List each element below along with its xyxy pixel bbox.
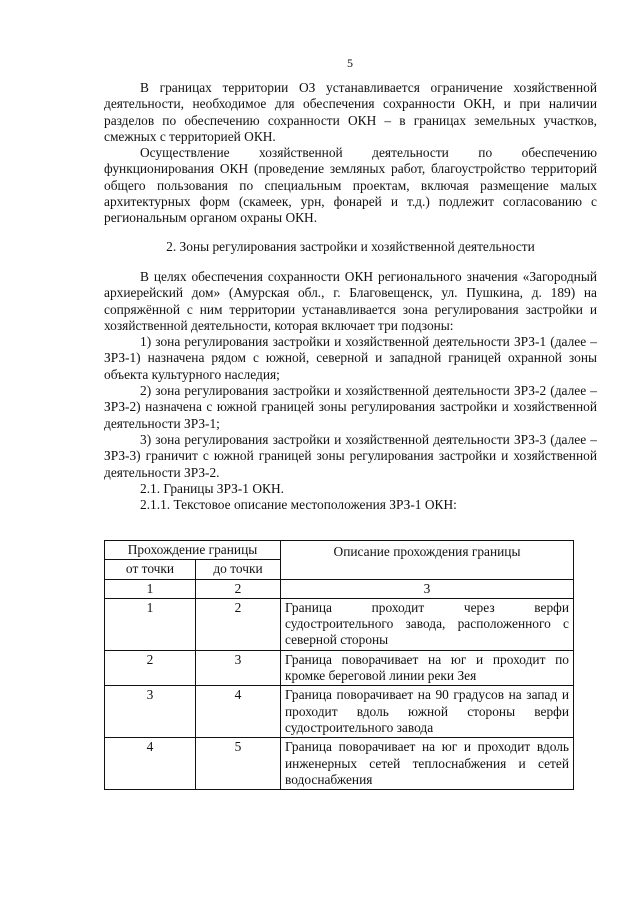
paragraph-zrz-intro: В целях обеспечения сохранности ОКН регионального значения «Загородный архиерейский дом» (Амурская обл., г. Благовещенск, ул. Пушкина, д. 189) на сопряжённой с ним территории устанавливается зона регулирования застройки и хозяйственной деятельности, которая включает три подзоны:	[104, 268, 597, 333]
cell-to: 4	[196, 686, 281, 738]
cell-from: 2	[105, 650, 196, 686]
cell-from: 4	[105, 738, 196, 790]
cell-to: 3	[196, 650, 281, 686]
cell-description: Граница поворачивает на юг и проходит вдоль инженерных сетей теплоснабжения и сетей водоснабжения	[281, 738, 574, 790]
cell-to: 2	[196, 598, 281, 650]
header-from-point: от точки	[105, 560, 196, 579]
column-number: 1	[105, 579, 196, 598]
cell-from: 1	[105, 598, 196, 650]
boundary-table	[104, 540, 574, 790]
table-row	[105, 686, 574, 738]
subsection-2-1-1: 2.1.1. Текстовое описание местоположения ЗРЗ-1 ОКН:	[140, 497, 457, 513]
header-boundary-group: Прохождение границы	[105, 541, 281, 560]
column-number: 2	[196, 579, 281, 598]
table-row	[105, 738, 574, 790]
table-row	[105, 598, 574, 650]
header-to-point: до точки	[196, 560, 281, 579]
cell-description: Граница поворачивает на 90 градусов на запад и проходит вдоль южной стороны верфи судостроительного завода	[281, 686, 574, 738]
table-column-numbers-row	[105, 579, 574, 598]
paragraph-zrz-1: 1) зона регулирования застройки и хозяйственной деятельности ЗРЗ-1 (далее – ЗРЗ-1) назначена рядом с южной, северной и западной границей охранной зоны объекта культурного наследия;	[104, 334, 597, 382]
column-number: 3	[281, 579, 574, 598]
cell-description: Граница поворачивает на юг и проходит по кромке береговой линии реки Зея	[281, 650, 574, 686]
paragraph-oz-restriction: В границах территории ОЗ устанавливается ограничение хозяйственной деятельности, необходимое для обеспечения сохранности ОКН, и при наличии разделов по обеспечению сохранности ОКН – в границах земельных участков, смежных с территорией ОКН.	[104, 80, 597, 144]
subsection-2-1: 2.1. Границы ЗРЗ-1 ОКН.	[140, 480, 284, 496]
page-number: 5	[347, 56, 353, 70]
paragraph-economic-activity: Осуществление хозяйственной деятельности по обеспечению функционирования ОКН (проведение земляных работ, благоустройство территорий общего пользования по специальным проектам, включая размещение малых архитектурных форм (скамеек, урн, фонарей и т.д.) подлежит согласованию с региональным органом охраны ОКН.	[104, 145, 597, 226]
cell-to: 5	[196, 738, 281, 790]
section-heading: 2. Зоны регулирования застройки и хозяйственной деятельности	[166, 238, 535, 254]
document-body	[104, 80, 597, 513]
header-description: Описание прохождения границы	[281, 541, 574, 580]
paragraph-zrz-2: 2) зона регулирования застройки и хозяйственной деятельности ЗРЗ-2 (далее – ЗРЗ-2) назначена с южной границей зоны регулирования застройки и хозяйственной деятельности ЗРЗ-1;	[104, 383, 597, 431]
paragraph-zrz-3: 3) зона регулирования застройки и хозяйственной деятельности ЗРЗ-3 (далее – ЗРЗ-3) граничит с южной границей зоны регулирования застройки и хозяйственной деятельности ЗРЗ-2.	[104, 431, 597, 480]
table-header-row	[105, 541, 574, 560]
cell-from: 3	[105, 686, 196, 738]
cell-description: Граница проходит через верфи судостроительного завода, расположенного с северной стороны	[281, 598, 574, 650]
table-row	[105, 650, 574, 686]
